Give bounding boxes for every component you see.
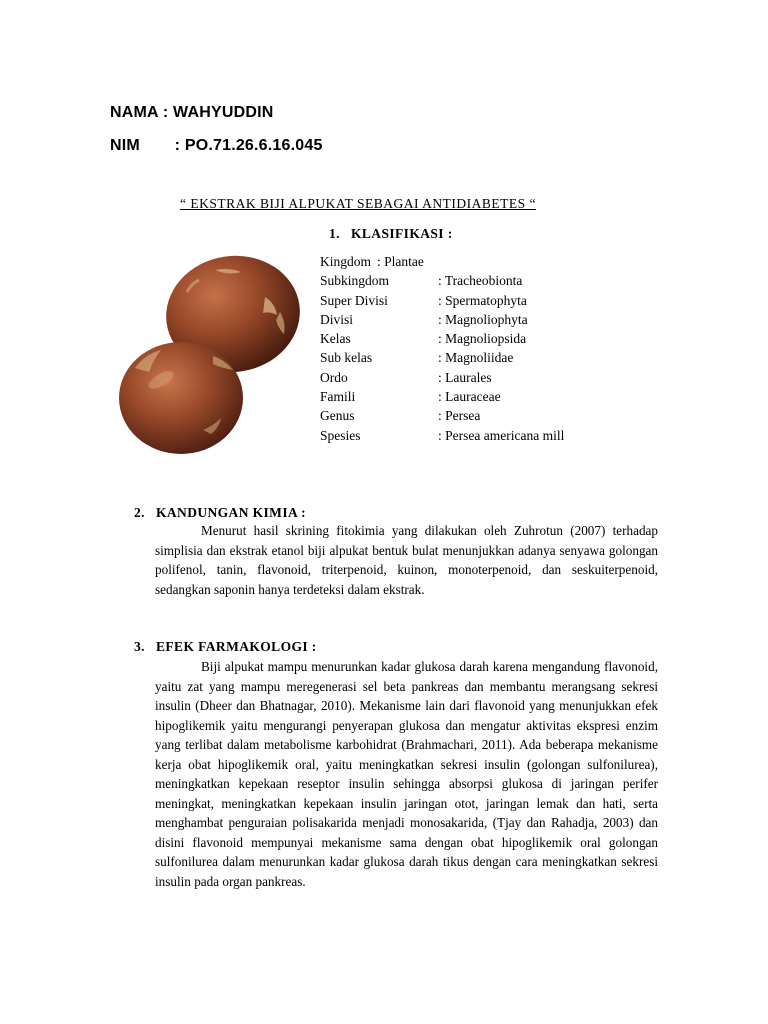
taxon-rank: Kingdom: [320, 254, 372, 269]
klasifikasi-row: [320, 252, 564, 271]
name-label: NAMA: [110, 104, 159, 121]
document-title: “ EKSTRAK BIJI ALPUKAT SEBAGAI ANTIDIABETES “: [180, 196, 536, 211]
section-number: 3.: [134, 639, 145, 654]
klasifikasi-row: [320, 310, 564, 329]
klasifikasi-row: [320, 271, 564, 290]
section-title: EFEK FARMAKOLOGI :: [156, 639, 317, 654]
taxon-value: : Persea americana mill: [438, 427, 565, 443]
taxon-rank: Sub kelas: [320, 350, 373, 366]
klasifikasi-row: [320, 426, 564, 445]
student-name-line: [110, 104, 274, 122]
klasifikasi-row: [320, 291, 564, 310]
klasifikasi-row: [320, 406, 564, 425]
taxon-value: : Magnoliidae: [438, 350, 514, 366]
nim-label: NIM: [110, 137, 140, 154]
kandungan-paragraph: [155, 521, 658, 599]
klasifikasi-row: [320, 348, 564, 367]
name-value: : WAHYUDDIN: [162, 104, 274, 121]
taxon-value: : Laurales: [438, 369, 492, 385]
taxon-value: : Magnoliophyta: [438, 311, 528, 327]
nim-value: : PO.71.26.6.16.045: [174, 137, 323, 154]
taxon-rank: Genus: [320, 408, 355, 424]
student-nim-line: [110, 137, 323, 155]
klasifikasi-row: [320, 329, 564, 348]
taxon-rank: Divisi: [320, 311, 354, 327]
klasifikasi-row: [320, 387, 564, 406]
taxon-rank: Ordo: [320, 369, 348, 385]
section-title: KANDUNGAN KIMIA :: [156, 505, 307, 520]
taxon-rank: Kelas: [320, 331, 351, 347]
taxon-value: : Persea: [438, 408, 481, 424]
klasifikasi-list: [320, 252, 564, 445]
taxon-value: : Magnoliopsida: [438, 331, 527, 347]
section-number: 2.: [134, 505, 145, 520]
taxon-value: : Lauraceae: [438, 389, 501, 405]
kandungan-heading: [134, 505, 306, 521]
taxon-value: : Plantae: [377, 254, 424, 269]
efek-paragraph: [155, 657, 658, 891]
section-number: 1.: [329, 226, 340, 241]
efek-heading: [134, 639, 317, 655]
avocado-seed-image: [115, 252, 305, 462]
paragraph-text: Menurut hasil skrining fitokimia yang dilakukan oleh Zuhrotun (2007) terhadap simplisia dan ekstrak etanol biji alpukat bentuk bulat menunjukkan adanya senyawa golongan polifenol, tanin, flavonoid, triterpenoid, kuinon, monoterpenoid, dan seskuiterpenoid, sedangkan saponin hanya terdeteksi dalam ekstrak.: [155, 523, 658, 597]
taxon-rank: Spesies: [320, 427, 361, 443]
taxon-value: : Spermatophyta: [438, 292, 527, 308]
taxon-rank: Famili: [320, 389, 356, 405]
klasifikasi-heading: [329, 226, 453, 242]
paragraph-text: Biji alpukat mampu menurunkan kadar glukosa darah karena mengandung flavonoid, yaitu zat yang mampu meregenerasi sel beta pankreas dan membantu merangsang sekresi insulin (Dheer dan Bhatnagar, 2010). Mekanisme lain dari flavonoid yang menunjukkan efek hipoglikemik yaitu mengurangi penyerapan glukosa dan mengatur aktivitas ekspresi enzim yang terlibat dalam metabolisme karbohidrat (Brahmachari, 2011). Ada beberapa mekanisme kerja obat hipoglikemik oral, yaitu meningkatkan sekresi insulin (golongan sulfonilurea), meningkatkan kepekaan reseptor insulin sehingga absorpsi glukosa di jaringan perifer meningkat, meningkatkan kepekaan insulin jaringan otot, jaringan lemak dan hati, serta menghambat penguraian polisakarida menjadi monosakarida, (Tjay dan Rahadja, 2003) dan disini flavonoid mempunyai mekanisme sama dengan obat hipoglikemik oral golongan sulfonilurea dalam menurunkan kadar glukosa darah tikus dengan cara meningkatkan sekresi insulin pada organ pankreas.: [155, 659, 658, 889]
klasifikasi-row: [320, 368, 564, 387]
taxon-rank: Subkingdom: [320, 273, 390, 289]
section-title: KLASIFIKASI :: [351, 226, 453, 241]
taxon-rank: Super Divisi: [320, 292, 388, 308]
taxon-value: : Tracheobionta: [438, 273, 523, 289]
